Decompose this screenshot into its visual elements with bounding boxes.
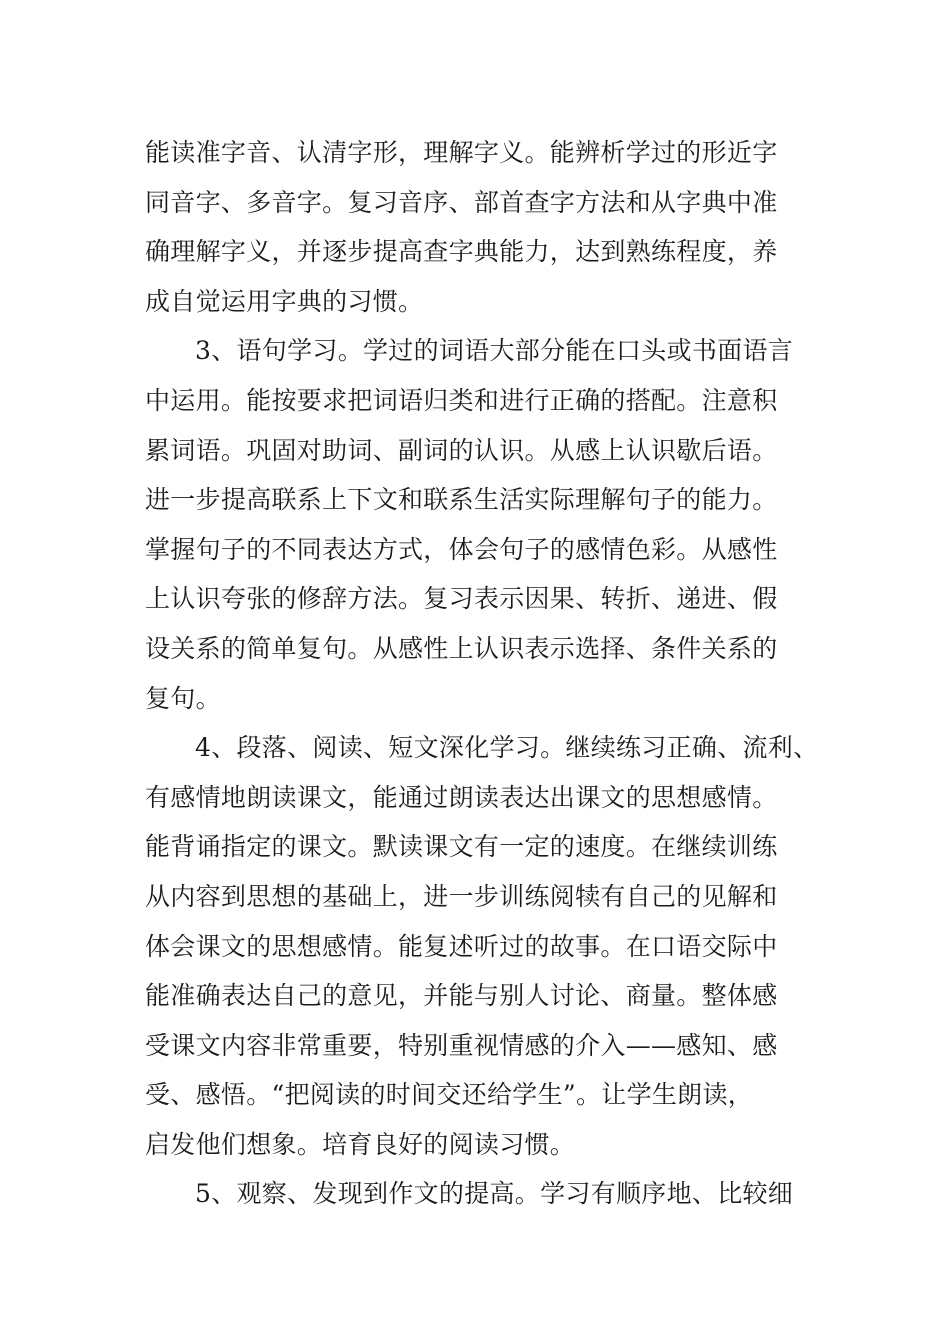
- paragraph-3-start: 3、语句学习。学过的词语大部分能在口头或书面语言: [195, 336, 794, 366]
- text-line-18: 能准确表达自己的意见，并能与别人讨论、商量。整体感: [145, 981, 778, 1011]
- text-line-8: 进一步提高联系上下文和联系生活实际理解句子的能力。: [145, 485, 778, 515]
- paragraph-5-start: 5、观察、发现到作文的提高。学习有顺序地、比较细: [195, 1179, 794, 1209]
- text-line-21: 启发他们想象。培育良好的阅读习惯。: [145, 1129, 576, 1159]
- text-line-15: 能背诵指定的课文。默读课文有一定的速度。在继续训练: [145, 832, 778, 862]
- body-text: [145, 128, 835, 1219]
- text-line-16: 从内容到思想的基础上，进一步训练阅犊有自己的见解和: [145, 881, 778, 911]
- text-line-19: 受课文内容非常重要，特别重视情感的介入——感知、感: [145, 1030, 778, 1060]
- text-line-7: 累词语。巩固对助词、副词的认识。从感上认识歇后语。: [145, 435, 778, 465]
- text-line-4: 成自觉运用字典的习惯。: [145, 286, 424, 316]
- text-line-10: 上认识夸张的修辞方法。复习表示因果、转折、递进、假: [145, 584, 778, 614]
- text-line-12: 复句。: [145, 683, 221, 713]
- text-line-1: 能读准字音、认清字形，理解字义。能辨析学过的形近字: [145, 138, 778, 167]
- paragraph-4-start: 4、段落、阅读、短文深化学习。继续练习正确、流利、: [195, 733, 819, 763]
- text-line-14: 有感情地朗读课文，能通过朗读表达出课文的思想感情。: [145, 782, 778, 812]
- text-line-20: 受、感悟。“把阅读的时间交还给学生”。让学生朗读，: [145, 1080, 754, 1110]
- text-line-17: 体会课文的思想感情。能复述听过的故事。在口语交际中: [145, 931, 778, 961]
- text-line-2: 同音字、多音字。复习音序、部首查字方法和从字典中准: [145, 187, 778, 217]
- text-line-3: 确理解字义，并逐步提高查字典能力，达到熟练程度，养: [145, 237, 778, 267]
- text-line-11: 设关系的简单复句。从感性上认识表示选择、条件关系的: [145, 633, 778, 663]
- text-line-9: 掌握句子的不同表达方式，体会句子的感情色彩。从感性: [145, 534, 778, 564]
- text-line-6: 中运用。能按要求把词语归类和进行正确的搭配。注意积: [145, 385, 778, 415]
